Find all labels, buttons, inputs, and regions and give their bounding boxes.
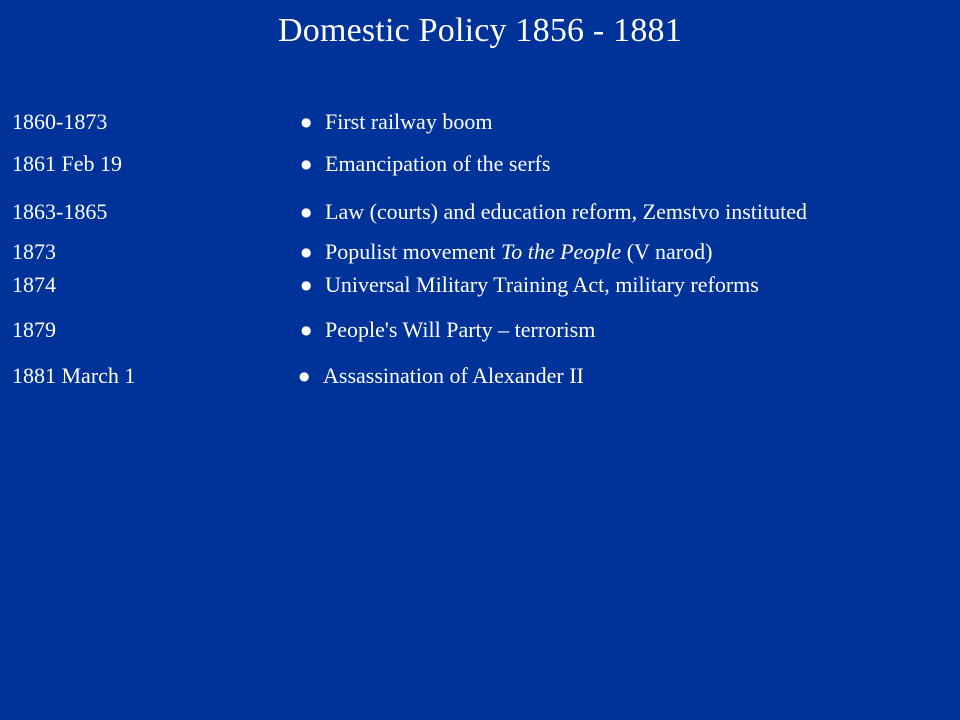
timeline-row [0,107,960,137]
event-entry [299,361,584,391]
timeline-row [0,237,960,267]
event-entry [301,149,550,179]
bullet-icon: ● [299,369,310,383]
event-entry [301,197,807,227]
event-entry [301,315,595,345]
event-text: Law (courts) and education reform, Zemstvo instituted [325,199,808,224]
event-entry [301,270,759,300]
bullet-icon: ● [301,278,312,292]
event-text: First railway boom [325,109,493,134]
timeline-row [0,315,960,345]
event-date: 1879 [12,317,56,342]
bullet-icon: ● [301,157,312,171]
timeline-row [0,197,960,227]
slide-title: Domestic Policy 1856 - 1881 [278,12,682,49]
event-date: 1881 March 1 [12,363,136,388]
event-text: Assassination of Alexander II [323,363,584,388]
bullet-icon: ● [301,205,312,219]
event-entry [301,237,712,267]
event-date: 1860-1873 [12,109,108,134]
bullet-icon: ● [301,245,312,259]
event-date: 1861 Feb 19 [12,151,122,176]
event-text: Universal Military Training Act, military reforms [325,272,759,297]
event-entry [301,107,492,137]
event-date: 1874 [12,272,56,297]
event-text: People's Will Party – terrorism [325,317,596,342]
bullet-icon: ● [301,323,312,337]
event-text-italic: To the People [501,239,622,264]
bullet-icon: ● [301,115,312,129]
event-text-part: (V narod) [621,239,713,264]
event-text: Emancipation of the serfs [325,151,551,176]
event-date: 1873 [12,239,56,264]
event-date: 1863-1865 [12,199,108,224]
timeline-row [0,270,960,300]
event-text-part: Populist movement [325,239,501,264]
timeline-row [0,149,960,179]
timeline-row [0,361,960,391]
